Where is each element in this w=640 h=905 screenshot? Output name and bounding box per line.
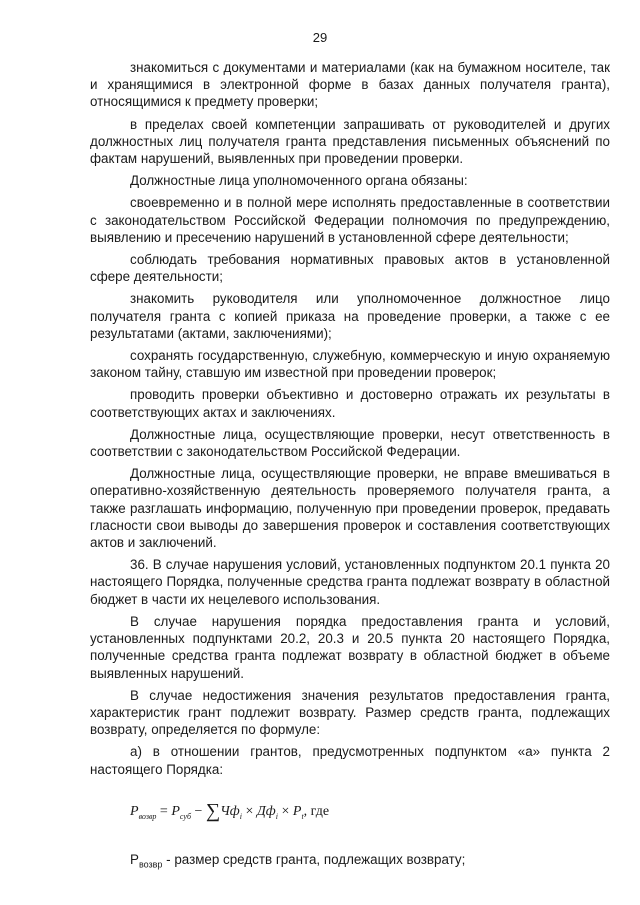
paragraph: в пределах своей компетенции запрашивать от руководителей и других должностных лиц получателя гранта представления письменных объяснений по фактам нарушений, выявленных при проведении проверки. — [90, 116, 610, 167]
paragraph: сохранять государственную, служебную, коммерческую и иную охраняемую законом тайну, ставшую им известной при проведении проверок; — [90, 348, 610, 381]
paragraph: а) в отношении грантов, предусмотренных подпунктом «а» пункта 2 настоящего Порядка: — [90, 744, 610, 777]
paragraph: соблюдать требования нормативных правовых актов в установленной сфере деятельности; — [90, 252, 610, 285]
paragraph: знакомиться с документами и материалами (как на бумажном носителе, так и хранящимися в электронной форме в базах данных получателя гранта), относящимися к предмету проверки; — [90, 60, 610, 110]
paragraph: проводить проверки объективно и достоверно отражать их результаты в соответствующих актах и заключениях. — [90, 387, 610, 420]
paragraph: В случае нарушения порядка предоставления гранта и условий, установленных подпунктами 20.2, 20.3 и 20.5 пункта 20 настоящего Порядка, полученные средства гранта подлежат возврату в областной бюджет в объеме выявленных нарушений. — [90, 613, 610, 681]
paragraph: знакомить руководителя или уполномоченное должностное лицо получателя гранта с копией приказа на проведение проверки, а также с ее результатами (актами, заключениями); — [90, 291, 610, 341]
paragraph: Должностные лица уполномоченного органа обязаны: — [130, 173, 468, 189]
paragraph: своевременно и в полной мере исполнять предоставленные в соответствии с законодательством Российской Федерации полномочия по предупреждению, выявлению и пресечению нарушений в установленной сфере деятельности; — [90, 195, 610, 245]
paragraph: Должностные лица, осуществляющие проверки, несут ответственность в соответствии с законодательством Российской Федерации. — [90, 426, 610, 460]
sum-symbol: ∑ — [205, 800, 221, 822]
paragraph: Должностные лица, осуществляющие проверки, не вправе вмешиваться в оперативно-хозяйственную деятельность проверяемого получателя гранта, а также разглашать информацию, полученную при проведении проверок, предавать гласности свои выводы до завершения проверок и составления соответствующих актов и заключений. — [90, 466, 610, 551]
variable-definition: $P_{возвр}$ - размер средств гранта, подлежащих возврату; — [130, 852, 466, 870]
paragraph: 36. В случае нарушения условий, установленных подпунктом 20.1 пункта 20 настоящего Порядка, полученные средства гранта подлежат возврату в областной бюджет в части их нецелевого использования. — [90, 557, 610, 607]
refund-formula: $P_{возвр} = P_{суб} - \sum Чф_i \times Дф_i \times P_t$, где — [130, 800, 330, 822]
paragraph: В случае недостижения значения результатов предоставления гранта, характеристик грант подлежит возврату. Размер средств гранта, подлежащих возврату, определяется по формуле: — [90, 687, 610, 738]
page-number: 29 — [312, 30, 328, 45]
document-body — [90, 59, 610, 783]
